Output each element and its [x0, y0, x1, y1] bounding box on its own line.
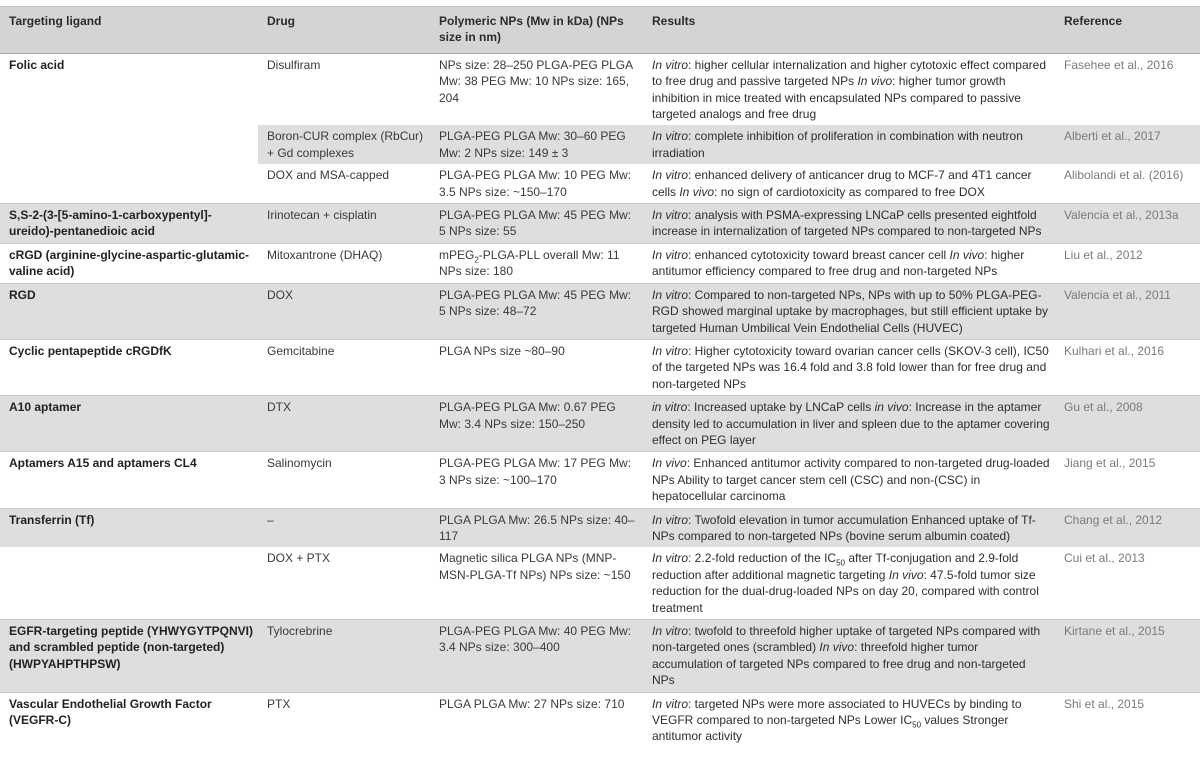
results-cell	[643, 547, 1055, 619]
ligand-cell: Cyclic pentapeptide cRGDfK	[0, 339, 258, 395]
study-type-label: In vitro	[652, 343, 689, 358]
ligand-cell: Aptamers A15 and aptamers CL4	[0, 452, 258, 508]
study-type-label: In vivo	[652, 456, 687, 471]
reference-cell: Kulhari et al., 2016	[1055, 339, 1200, 395]
polymeric-nps-cell: PLGA-PEG PLGA Mw: 40 PEG Mw: 3.4 NPs size: 300–400	[430, 620, 643, 693]
study-type-label: In vivo	[949, 247, 985, 262]
study-type-label: In vitro	[652, 551, 689, 566]
drug-cell: Tylocrebrine	[258, 620, 430, 693]
table-row	[0, 692, 1200, 748]
table-row	[0, 396, 1200, 452]
text-segment: -PLGA-PLL overall Mw: 11 NPs size: 180	[439, 247, 620, 279]
table-row	[0, 339, 1200, 395]
reference-cell: Alibolandi et al. (2016)	[1064, 168, 1184, 183]
table-body	[0, 53, 1200, 748]
ligand-cell: Vascular Endothelial Growth Factor (VEGFR-C)	[0, 692, 258, 748]
drug-cell: DOX + PTX	[267, 551, 331, 566]
text-segment: : Compared to non-targeted NPs, NPs with up to 50% PLGA-PEG-RGD showed marginal uptake by macrophages, but still efficient uptake by targeted Human Umbilical Vein Endothelial Cells (HUVEC)	[652, 287, 1048, 335]
table-row	[0, 452, 1200, 508]
results-cell	[643, 396, 1055, 452]
study-type-label: In vivo	[819, 640, 855, 655]
text-segment: : Higher cytotoxicity toward ovarian cancer cells (SKOV-3 cell), IC50 of the targeted NPs was 16.4 fold and 3.8 fold lower than for free drug and non-targeted NPs	[652, 343, 1049, 391]
reference-cell: Valencia et al., 2011	[1055, 283, 1200, 339]
reference-cell: Jiang et al., 2015	[1055, 452, 1200, 508]
subscript: 50	[836, 558, 846, 568]
text-segment: : analysis with PSMA-expressing LNCaP cells presented eightfold increase in internalization of targeted NPs compared to non-targeted NPs	[652, 208, 1042, 239]
study-type-label: In vivo	[888, 567, 924, 582]
ligand-cell	[0, 125, 258, 164]
results-cell	[643, 204, 1055, 244]
text-segment: : higher antitumor efficiency compared to free drug and non-targeted NPs	[652, 247, 1025, 279]
ligand-cell: A10 aptamer	[0, 396, 258, 452]
header-drug: Drug	[258, 7, 430, 54]
polymeric-nps-cell: PLGA PLGA Mw: 27 NPs size: 710	[430, 692, 643, 748]
text-segment: : higher tumor growth inhibition in mice treated with encapsulated NPs compared to passive targeted analogs and free drug	[652, 74, 1021, 122]
results-cell	[643, 692, 1055, 748]
text-segment: : Enhanced antitumor activity compared to non-targeted drug-loaded NPs Ability to target cancer stem cell (CSC) and non-(CSC) in hepatocellular carcinoma	[652, 456, 1050, 504]
ligand-cell: S,S-2-(3-[5-amino-1-carboxypentyl]-ureido)-pentanedioic acid	[0, 204, 258, 244]
ligand-cell: Folic acid	[0, 53, 258, 125]
results-cell	[643, 508, 1055, 547]
ligand-cell	[0, 547, 258, 619]
polymeric-nps-cell: NPs size: 28–250 PLGA-PEG PLGA Mw: 38 PEG Mw: 10 NPs size: 165, 204	[430, 53, 643, 125]
results-cell	[643, 164, 1055, 203]
subscript: 50	[912, 720, 922, 730]
drug-cell: DOX	[258, 283, 430, 339]
results-cell	[643, 452, 1055, 508]
results-cell	[643, 620, 1055, 693]
ligand-cell	[0, 164, 258, 203]
reference-cell: Gu et al., 2008	[1055, 396, 1200, 452]
polymeric-nps-cell: PLGA-PEG PLGA Mw: 30–60 PEG Mw: 2 NPs size: 149 ± 3	[430, 125, 643, 164]
text-segment: : Twofold elevation in tumor accumulation Enhanced uptake of Tf-NPs compared to non-targeted NPs (bovine serum albumin coated)	[652, 512, 1036, 543]
drug-cell: Irinotecan + cisplatin	[258, 204, 430, 244]
text-segment: : complete inhibition of proliferation in combination with neutron irradiation	[652, 129, 1023, 160]
study-type-label: In vitro	[652, 287, 689, 302]
results-cell	[643, 125, 1055, 164]
table-row	[0, 125, 1200, 164]
reference-cell: Shi et al., 2015	[1055, 692, 1200, 748]
study-type-label: In vitro	[652, 696, 689, 711]
text-segment: : 2.2-fold reduction of the IC	[688, 551, 837, 566]
text-segment: : enhanced delivery of anticancer drug to MCF-7 and 4T1 cancer cells	[652, 168, 1032, 199]
reference-cell: Alberti et al., 2017	[1055, 125, 1200, 164]
polymeric-nps-cell: Magnetic silica PLGA NPs (MNP-MSN-PLGA-Tf NPs) NPs size: ~150	[439, 551, 631, 582]
ligand-cell: EGFR-targeting peptide (YHWYGYTPQNVI) and scrambled peptide (non-targeted) (HWPYAHPTHPSW)	[0, 620, 258, 693]
drug-cell: DOX and MSA-capped	[267, 168, 390, 183]
text-segment: : Increased uptake by LNCaP cells	[687, 400, 875, 415]
drug-cell: Gemcitabine	[258, 339, 430, 395]
drug-cell: Mitoxantrone (DHAQ)	[258, 243, 430, 283]
text-segment: after Tf-conjugation and 2.9-fold reduction after additional magnetic targeting	[652, 551, 1019, 582]
reference-cell: Chang et al., 2012	[1055, 508, 1200, 547]
polymeric-nps-cell	[430, 243, 643, 283]
drug-cell: –	[258, 508, 430, 547]
text-segment: : higher cellular internalization and higher cytotoxic effect compared to free drug and passive targeted NPs	[652, 57, 1046, 89]
text-segment: : enhanced cytotoxicity toward breast cancer cell	[688, 247, 950, 262]
study-type-label: In vitro	[652, 247, 689, 262]
polymeric-nps-cell: PLGA-PEG PLGA Mw: 45 PEG Mw: 5 NPs size: 48–72	[430, 283, 643, 339]
text-segment: mPEG	[439, 247, 475, 262]
drug-cell: DTX	[258, 396, 430, 452]
ligand-cell: RGD	[0, 283, 258, 339]
subscript: 2	[474, 255, 479, 265]
results-cell	[643, 53, 1055, 125]
study-type-label: In vitro	[652, 512, 689, 527]
header-targeting-ligand: Targeting ligand	[0, 7, 258, 54]
polymeric-nps-cell: PLGA NPs size ~80–90	[430, 339, 643, 395]
text-segment: : threefold higher tumor accumulation of targeted NPs compared to free drug and non-targeted NPs	[652, 640, 1026, 688]
results-cell	[643, 339, 1055, 395]
study-type-label: In vivo	[857, 74, 893, 89]
study-type-label: In vitro	[652, 129, 689, 144]
study-type-label: In vitro	[652, 168, 689, 183]
drug-cell: Disulfiram	[258, 53, 430, 125]
header-polymeric-nps: Polymeric NPs (Mw in kDa) (NPs size in nm)	[430, 7, 643, 54]
table-row	[0, 243, 1200, 283]
text-segment: : targeted NPs were more associated to HUVECs by binding to VEGFR compared to non-targeted NPs Lower IC	[652, 696, 1022, 728]
ligand-cell: cRGD (arginine-glycine-aspartic-glutamic-valine acid)	[0, 243, 258, 283]
table-row	[0, 547, 1200, 619]
header-row	[0, 7, 1200, 54]
polymeric-nps-cell: PLGA-PEG PLGA Mw: 0.67 PEG Mw: 3.4 NPs size: 150–250	[430, 396, 643, 452]
text-segment: : twofold to threefold higher uptake of targeted NPs compared with non-targeted ones (scrambled)	[652, 624, 1041, 655]
targeting-ligand-table	[0, 6, 1200, 748]
reference-cell: Liu et al., 2012	[1055, 243, 1200, 283]
reference-cell: Cui et al., 2013	[1064, 551, 1145, 566]
table-row	[0, 620, 1200, 693]
drug-cell: Boron-CUR complex (RbCur) + Gd complexes	[258, 125, 430, 164]
study-type-label: In vivo	[679, 184, 715, 199]
polymeric-nps-cell: PLGA-PEG PLGA Mw: 45 PEG Mw: 5 NPs size: 55	[430, 204, 643, 244]
polymeric-nps-cell: PLGA-PEG PLGA Mw: 10 PEG Mw: 3.5 NPs size: ~150–170	[439, 168, 632, 199]
polymeric-nps-cell: PLGA PLGA Mw: 26.5 NPs size: 40–117	[430, 508, 643, 547]
header-reference: Reference	[1055, 7, 1200, 54]
study-type-label: in vitro	[652, 400, 688, 415]
table-row	[0, 283, 1200, 339]
results-cell	[643, 283, 1055, 339]
polymeric-nps-cell: PLGA-PEG PLGA Mw: 17 PEG Mw: 3 NPs size: ~100–170	[430, 452, 643, 508]
text-segment: : 47.5-fold tumor size reduction for the dual-drug-loaded NPs on day 20, compared with control treatment	[652, 567, 1039, 615]
table-row	[0, 53, 1200, 125]
study-type-label: In vitro	[652, 624, 689, 638]
results-cell	[643, 243, 1055, 283]
study-type-label: In vitro	[652, 57, 689, 72]
reference-cell: Fasehee et al., 2016	[1055, 53, 1200, 125]
study-type-label: in vivo	[874, 400, 909, 415]
header-results: Results	[643, 7, 1055, 54]
drug-cell: Salinomycin	[258, 452, 430, 508]
reference-cell: Kirtane et al., 2015	[1055, 620, 1200, 693]
table-row	[0, 164, 1200, 203]
drug-cell: PTX	[258, 692, 430, 748]
table-row	[0, 508, 1200, 547]
text-segment: : Increase in the aptamer density led to accumulation in liver and spleen due to the aptamer covering effect on PEG layer	[652, 400, 1050, 447]
study-type-label: In vitro	[652, 208, 689, 223]
ligand-cell: Transferrin (Tf)	[0, 508, 258, 547]
reference-cell: Valencia et al., 2013a	[1055, 204, 1200, 244]
table-row	[0, 204, 1200, 244]
text-segment: values Stronger antitumor activity	[652, 713, 1009, 744]
text-segment: : no sign of cardiotoxicity as compared to free DOX	[714, 184, 985, 199]
